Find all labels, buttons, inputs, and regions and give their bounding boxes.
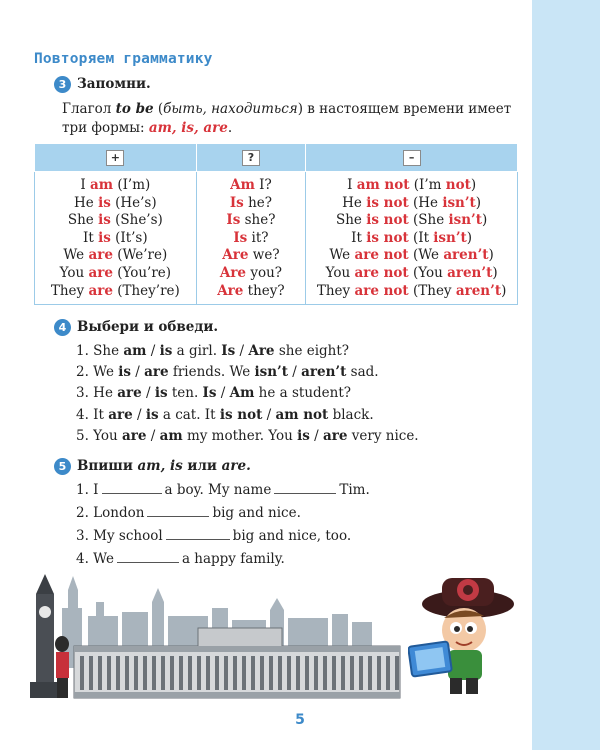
option-word[interactable]: is [159, 343, 173, 359]
palace-column [188, 656, 192, 690]
verb-form: Is [229, 194, 244, 211]
positive-row [35, 247, 196, 265]
list-item [76, 479, 370, 502]
pronoun: She [335, 212, 367, 229]
verb-form: are [88, 247, 113, 264]
intro-text-4: . [227, 120, 233, 136]
pronoun: It [351, 229, 367, 246]
negative-row [306, 230, 517, 248]
verb-negative: are not [354, 282, 409, 299]
pronoun: She [67, 212, 99, 229]
option-word[interactable]: is [145, 406, 159, 423]
task-4-list [76, 341, 419, 447]
contraction-open: (We [408, 247, 444, 264]
header-negative-symbol: – [403, 150, 421, 166]
task-5-title-1: Впиши [77, 458, 138, 474]
sentence-text: 3. He [76, 385, 118, 402]
palace-column [314, 656, 318, 690]
pronoun-question: they? [243, 282, 285, 299]
palace-column [260, 656, 264, 690]
palace-column [170, 656, 174, 690]
contraction-close: ) [488, 247, 494, 264]
answer-blank[interactable] [102, 482, 162, 494]
contraction: (He’s) [110, 194, 157, 211]
pronoun: They [50, 282, 89, 299]
palace-column [323, 656, 327, 690]
table-header-row [35, 144, 518, 172]
contraction-close: ) [492, 264, 498, 281]
verb-form: Am [230, 177, 255, 193]
list-item [76, 383, 419, 404]
contraction: (She’s) [110, 212, 163, 229]
pronoun: We [329, 247, 355, 264]
list-item [76, 502, 370, 525]
palace-column [341, 656, 345, 690]
palace-column [395, 656, 399, 690]
list-item [76, 362, 419, 383]
option-word[interactable]: Is [221, 343, 236, 359]
page-number: 5 [295, 712, 305, 728]
option-word[interactable]: am [123, 343, 147, 359]
verb-form: Are [222, 247, 249, 264]
task-4-title-text: Выбери и обведи. [77, 319, 219, 335]
option-word[interactable]: am [159, 427, 183, 444]
palace-column [215, 656, 219, 690]
header-positive [35, 144, 197, 172]
sentence-text: friends. We [168, 364, 255, 381]
pronoun: You [59, 264, 89, 281]
task-3-number: 3 [54, 76, 71, 93]
task-5-title-3: или [182, 458, 222, 474]
contraction-open: (You [408, 264, 448, 281]
positive-row [35, 177, 196, 195]
question-row [197, 195, 306, 213]
header-question [196, 144, 306, 172]
palace-column [305, 656, 309, 690]
option-word[interactable]: Are [248, 343, 275, 359]
option-word[interactable]: is [118, 364, 131, 381]
positive-row [35, 283, 196, 301]
sentence-text: a girl. [172, 343, 222, 359]
pronoun: You [325, 264, 355, 281]
positive-row [35, 195, 196, 213]
palace-column [359, 656, 363, 690]
intro-forms: am, is, are [148, 120, 228, 136]
option-word[interactable]: isn’t [254, 364, 288, 381]
intro-translation: быть, находиться [163, 101, 298, 117]
verb-negative: is not [366, 212, 409, 229]
sentence-text: a happy family. [181, 551, 285, 567]
palace-column [197, 656, 201, 690]
question-row [197, 177, 306, 195]
intro-verb: to be [115, 101, 154, 117]
sentence-text: 1. She [76, 343, 124, 359]
option-word[interactable]: are [122, 427, 147, 444]
pronoun: It [83, 229, 99, 246]
verb-negative: am not [356, 177, 410, 193]
sentence-text: 1. I [76, 482, 99, 498]
sentence-text: / [235, 343, 249, 359]
palace-column [350, 656, 354, 690]
verb-form: is [98, 194, 111, 211]
verb-negative: are not [354, 247, 409, 264]
verb-form: Are [219, 264, 247, 281]
guard-icon [55, 636, 69, 698]
answer-blank[interactable] [274, 482, 336, 494]
list-item [76, 341, 419, 362]
sentence-text: / [146, 427, 160, 444]
sentence-text: he a student? [254, 385, 352, 402]
sentence-text: my mother. You [182, 427, 298, 444]
contraction: (They’re) [112, 282, 180, 299]
contraction-close: ) [501, 282, 507, 299]
option-word[interactable]: am not [275, 406, 329, 423]
sentence-text: 2. We [76, 364, 119, 381]
to-be-table [34, 143, 518, 305]
negative-contraction: aren’t [447, 264, 493, 281]
palace-column [224, 656, 228, 690]
negative-row [306, 195, 517, 213]
question-row [197, 283, 306, 301]
palace-column [251, 656, 255, 690]
section-heading: Повторяем грамматику [34, 51, 213, 67]
contraction: (You’re) [112, 264, 172, 281]
palace-column [152, 656, 156, 690]
question-row [197, 212, 306, 230]
big-ben-icon [30, 574, 60, 698]
sentence-text: black. [328, 406, 374, 423]
sentence-text: / [216, 385, 230, 402]
sentence-text: a boy. My name [164, 482, 272, 498]
pronoun-question: we? [248, 247, 280, 264]
palace-column [89, 656, 93, 690]
header-question-symbol: ? [242, 150, 260, 166]
palace-column [269, 656, 273, 690]
sentence-text: 4. We [76, 551, 114, 567]
sentence-text: she eight? [274, 343, 350, 359]
task-5-title [54, 458, 251, 475]
palace-column [143, 656, 147, 690]
sentence-text: big and nice, too. [232, 528, 352, 544]
negative-row [306, 212, 517, 230]
sentence-text: a cat. It [158, 406, 220, 423]
negative-column [306, 172, 518, 305]
sentence-text: big and nice. [212, 505, 301, 521]
contraction-open: (They [408, 282, 456, 299]
positive-column [35, 172, 197, 305]
sentence-text: Tim. [339, 482, 370, 498]
palace-column [107, 656, 111, 690]
pronoun-question: it? [247, 229, 269, 246]
palace-column [161, 656, 165, 690]
negative-contraction: aren’t [443, 247, 489, 264]
sentence-text: / [288, 364, 302, 381]
sentence-text: very nice. [347, 427, 419, 444]
list-item [76, 525, 370, 548]
palace-column [206, 656, 210, 690]
palace-column [134, 656, 138, 690]
palace-column [179, 656, 183, 690]
option-word[interactable]: are [108, 406, 133, 423]
contraction: (We’re) [112, 247, 168, 264]
negative-row [306, 265, 517, 283]
negative-contraction: isn’t [442, 194, 476, 211]
sentence-text: 3. My school [76, 528, 163, 544]
contraction: (It’s) [110, 229, 148, 246]
answer-blank[interactable] [117, 551, 179, 563]
question-row [197, 247, 306, 265]
contraction-open: (She [408, 212, 449, 229]
task-5-title-2: am, is [137, 458, 183, 474]
negative-contraction: isn’t [448, 212, 482, 229]
contraction-close: ) [466, 229, 473, 246]
negative-contraction: aren’t [455, 282, 502, 299]
pronoun: He [74, 194, 99, 211]
negative-row [306, 177, 517, 195]
pronoun-question: you? [246, 264, 283, 281]
option-word[interactable]: aren’t [301, 364, 347, 381]
negative-contraction: isn’t [433, 229, 467, 246]
verb-form: is [98, 229, 111, 246]
positive-row [35, 212, 196, 230]
pronoun: I [347, 177, 357, 193]
question-row [197, 230, 306, 248]
header-negative [306, 144, 518, 172]
verb-form: is [98, 212, 111, 229]
verb-form: are [88, 264, 113, 281]
palace-column [368, 656, 372, 690]
palace-column [287, 656, 291, 690]
negative-row [306, 283, 517, 301]
intro-text-3: ) в настоящем времени имеет три формы: [62, 101, 512, 136]
header-positive-symbol: + [106, 150, 124, 166]
task-4-title [54, 319, 218, 336]
answer-blank[interactable] [166, 528, 230, 540]
task-5-title-4: are. [221, 458, 251, 474]
task-4-number: 4 [54, 319, 71, 336]
option-word[interactable]: Is [202, 385, 217, 402]
list-item [76, 548, 370, 571]
question-column [196, 172, 306, 305]
contraction-close: ) [470, 177, 477, 193]
palace-column [98, 656, 102, 690]
verb-form: Is [233, 229, 248, 246]
negative-contraction: not [445, 177, 471, 193]
task-5-number: 5 [54, 458, 71, 475]
option-word[interactable]: is [154, 385, 168, 402]
option-word[interactable]: is [297, 427, 310, 444]
contraction-open: (He [408, 194, 443, 211]
pronoun-question: I? [254, 177, 272, 193]
sentence-text: ten. [167, 385, 203, 402]
table-body-row [35, 172, 518, 305]
sentence-text: / [309, 427, 324, 444]
sentence-text: 5. You [76, 427, 123, 444]
positive-row [35, 265, 196, 283]
verb-negative: are not [354, 264, 409, 281]
sentence-text: / [141, 385, 155, 402]
negative-row [306, 247, 517, 265]
london-skyline-illustration [30, 572, 405, 700]
task-3-title [54, 76, 151, 93]
contraction-open: (It [408, 229, 434, 246]
intro-text-1: Глагол [62, 101, 116, 117]
sentence-text: / [130, 364, 145, 381]
palace-column [125, 656, 129, 690]
option-word[interactable]: is not [219, 406, 263, 423]
palace-column [242, 656, 246, 690]
palace-column [278, 656, 282, 690]
palace-column [116, 656, 120, 690]
sentence-text: / [262, 406, 276, 423]
option-word[interactable]: are [117, 385, 142, 402]
pronoun-question: he? [243, 194, 272, 211]
boy-with-tablet-illustration [408, 574, 518, 699]
sentence-text: / [132, 406, 146, 423]
task-5-list [76, 479, 370, 571]
contraction-open: (I’m [409, 177, 446, 193]
palace-column [296, 656, 300, 690]
pronoun: They [316, 282, 355, 299]
verb-form: am [89, 177, 114, 193]
task-3-title-text: Запомни. [77, 76, 151, 92]
palace-column [386, 656, 390, 690]
sentence-text: / [146, 343, 160, 359]
pronoun-question: she? [240, 212, 276, 229]
palace-column [332, 656, 336, 690]
palace-column [377, 656, 381, 690]
sentence-text: 2. London [76, 505, 145, 521]
pronoun: He [342, 194, 367, 211]
sentence-text: sad. [346, 364, 379, 381]
option-word[interactable]: are [144, 364, 169, 381]
option-word[interactable]: Am [229, 385, 255, 402]
palace-column [233, 656, 237, 690]
verb-negative: is not [366, 194, 409, 211]
sentence-text: 4. It [76, 406, 109, 423]
question-row [197, 265, 306, 283]
pronoun: I [80, 177, 90, 193]
positive-row [35, 230, 196, 248]
intro-text-2: ( [153, 101, 164, 117]
pronoun: We [63, 247, 89, 264]
answer-blank[interactable] [147, 505, 209, 517]
contraction-close: ) [475, 194, 482, 211]
verb-form: Are [217, 282, 244, 299]
palace-column [80, 656, 84, 690]
list-item [76, 405, 419, 426]
list-item [76, 426, 419, 447]
verb-negative: is not [366, 229, 409, 246]
contraction: (I’m) [113, 177, 151, 193]
verb-form: are [88, 282, 113, 299]
contraction-close: ) [481, 212, 488, 229]
task-3-intro [62, 100, 522, 138]
option-word[interactable]: are [323, 427, 348, 444]
verb-form: Is [226, 212, 241, 229]
